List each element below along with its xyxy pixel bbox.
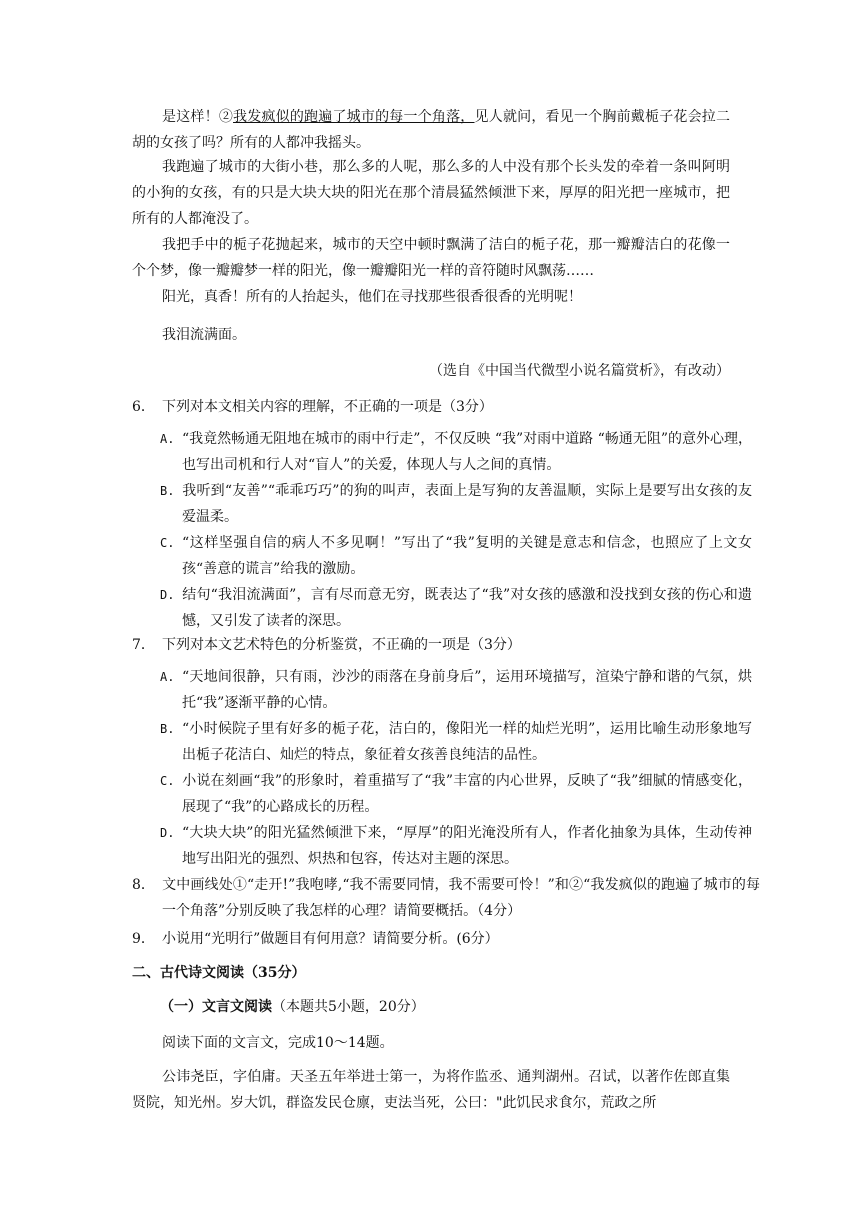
question-6-option-a — [160, 426, 752, 478]
underlined-sentence-2: 我发疯似的跑遍了城市的每一个角落， — [233, 109, 475, 125]
classical-text-paragraph: 公讳尧臣，字伯庸。天圣五年举进士第一，为将作监丞、通判湖州。召试，以著作佐郎直集贤院，知光州。岁大饥，群盗发民仓廪，吏法当死，公曰："此饥民求食尔，荒政之所 — [132, 1069, 730, 1111]
question-7-option-c — [160, 768, 752, 820]
option-letter: C. — [160, 774, 175, 788]
option-letter: A. — [160, 670, 175, 684]
question-number: 9． — [132, 931, 155, 947]
option-letter: B. — [160, 484, 175, 498]
subsection-heading: （一）文言文阅读 — [160, 999, 272, 1015]
passage-paragraph-2: 我跑遍了城市的大街小巷，那么多的人呢，那么多的人中没有那个长头发的牵着一条叫阿明的小狗的女孩，有的只是大块大块的阳光在那个清晨猛然倾泄下来，厚厚的阳光把一座城市，把所有的人都淹没了。 — [132, 159, 730, 227]
question-7-option-a — [160, 664, 752, 716]
reading-instruction: 阅读下面的文言文，完成10～14题。 — [162, 1035, 394, 1051]
option-letter: D. — [160, 588, 175, 602]
option-text: “这样坚强自信的病人不多见啊！”写出了“我”复明的关键是意志和信念，也照应了上文女孩“善意的谎言”给我的激励。 — [182, 535, 752, 577]
option-letter: D. — [160, 826, 175, 840]
question-6-stem — [132, 394, 730, 420]
question-6-option-c — [160, 530, 752, 582]
question-text: 下列对本文艺术特色的分析鉴赏，不正确的一项是（3分） — [162, 637, 521, 653]
question-text: 小说用“光明行”做题目有何用意？请简要分析。(6分） — [162, 931, 499, 947]
question-text: 文中画线处①“走开!”我咆哮,“我不需要同情，我不需要可怜！”和②“我发疯似的跑遍了城市的每一个角落”分别反映了我怎样的心理？请简要概括。（4分） — [162, 877, 760, 919]
option-text: “小时候院子里有好多的栀子花，洁白的，像阳光一样的灿烂光明”，运用比喻生动形象地写出栀子花洁白、灿烂的特点，象征着女孩善良纯洁的品性。 — [182, 721, 752, 763]
question-6-option-d — [160, 582, 752, 634]
option-text: “我竟然畅通无阻地在城市的雨中行走”，不仅反映 “我”对雨中道路 “畅通无阻”的意外心理，也写出司机和行人对“盲人”的关爱，体现人与人之间的真情。 — [182, 431, 752, 473]
question-9 — [132, 926, 730, 952]
passage-paragraph-4: 阳光，真香！所有的人抬起头，他们在寻找那些很香很香的光明呢！ — [162, 289, 582, 305]
paragraph-text: 是这样！② — [162, 109, 234, 125]
option-text: “大块大块”的阳光猛然倾泄下来，“厚厚”的阳光淹没所有人，作者化抽象为具体，生动传神地写出阳光的强烈、炽热和包容，传达对主题的深思。 — [182, 825, 752, 867]
passage-paragraph-1 — [132, 104, 730, 156]
question-8 — [132, 872, 760, 924]
section-2-title: 二、古代诗文阅读（35分） — [132, 965, 306, 981]
question-number: 6． — [132, 399, 155, 415]
question-7-option-b — [160, 716, 752, 768]
passage-source: （选自《中国当代微型小说名篇赏析》，有改动） — [429, 363, 730, 379]
option-text: 我听到“友善”“乖乖巧巧”的狗的叫声，表面上是写狗的友善温顺，实际上是要写出女孩的友爱温柔。 — [182, 483, 752, 525]
option-text: 结句“我泪流满面”，言有尽而意无穷，既表达了“我”对女孩的感激和没找到女孩的伤心和遗憾，又引发了读者的深思。 — [182, 587, 752, 629]
question-number: 7． — [132, 637, 155, 653]
question-text: 下列对本文相关内容的理解，不正确的一项是（3分） — [162, 399, 493, 415]
option-letter: B. — [160, 722, 175, 736]
passage-paragraph-5: 我泪流满面。 — [162, 327, 246, 343]
question-7-option-d — [160, 820, 752, 872]
passage-paragraph-3: 我把手中的栀子花抛起来，城市的天空中顿时飘满了洁白的栀子花，那一瓣瓣洁白的花像一个个梦，像一瓣瓣梦一样的阳光，像一瓣瓣阳光一样的音符随时风飘荡…… — [132, 237, 730, 279]
question-7-stem — [132, 632, 730, 658]
subsection-title — [160, 994, 425, 1020]
question-number: 8． — [132, 877, 155, 893]
paragraph-text: 见人就问，看见一个胸前戴栀子花会拉二胡的女孩了吗？所有的人都冲我摇头。 — [132, 109, 731, 151]
subsection-note: （本题共5小题，20分） — [272, 999, 425, 1015]
option-text: 小说在刻画“我”的形象时，着重描写了“我”丰富的内心世界，反映了“我”细腻的情感变化，展现了“我”的心路成长的历程。 — [182, 773, 752, 815]
option-letter: A. — [160, 432, 175, 446]
question-6-option-b — [160, 478, 752, 530]
option-text: “天地间很静，只有雨，沙沙的雨落在身前身后”，运用环境描写，渲染宁静和谐的气氛，烘托“我”逐渐平静的心情。 — [182, 669, 752, 711]
option-letter: C. — [160, 536, 175, 550]
